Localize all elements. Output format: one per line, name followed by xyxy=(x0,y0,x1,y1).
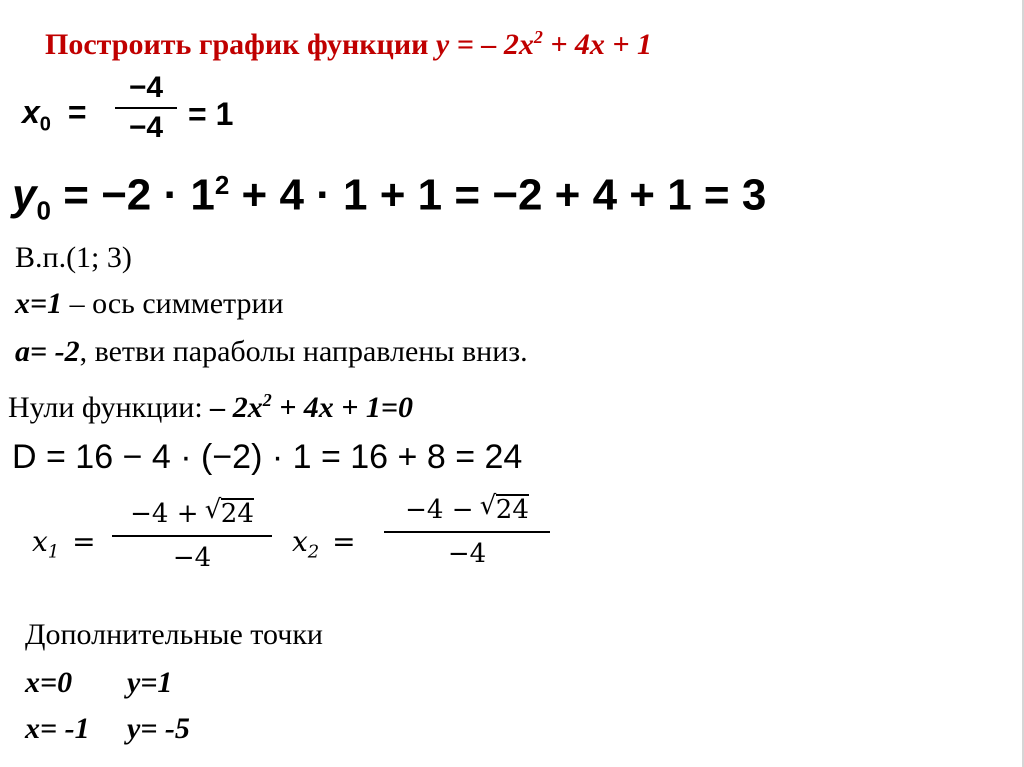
extra-heading: Дополнительные точки xyxy=(25,618,323,651)
x2-lhs xyxy=(292,525,356,563)
zeros-text xyxy=(8,391,413,423)
coef-bold: a= -2 xyxy=(15,335,80,368)
title-formula: y = – 2x xyxy=(435,28,534,61)
zeros-exp: 2 xyxy=(262,390,272,410)
x0-denominator: −4 xyxy=(128,111,164,144)
zeros-label: Нули функции: xyxy=(8,391,211,424)
x1-denominator: −4 xyxy=(172,542,212,573)
x1-sub: 1 xyxy=(47,541,60,563)
extra-row-2-x: x= -1 xyxy=(25,712,90,745)
x2-eq: = xyxy=(332,525,356,558)
x2-radicand: 24 xyxy=(495,495,529,525)
vertex-text: В.п.(1; 3) xyxy=(15,241,132,274)
zeros-formula: – 2x xyxy=(210,391,263,424)
x2-fraction xyxy=(384,494,550,567)
y0-var: y xyxy=(12,170,37,220)
y0-sub: 0 xyxy=(36,195,51,226)
title-prefix: Построить график функции xyxy=(45,28,436,61)
x1-eq: = xyxy=(72,525,96,558)
y0-exp: 2 xyxy=(214,170,230,200)
x0-fraction xyxy=(115,73,177,143)
x2-var: x xyxy=(292,525,308,558)
coef-text xyxy=(15,337,528,367)
x2-denominator: −4 xyxy=(447,538,487,569)
x1-numerator xyxy=(112,498,272,527)
x0-result: = 1 xyxy=(188,96,234,132)
x0-numerator: −4 xyxy=(128,71,164,104)
discriminant: D = 16 − 4 · (−2) · 1 = 16 + 8 = 24 xyxy=(12,438,523,476)
x1-radicand: 24 xyxy=(220,499,254,529)
title-exponent: 2 xyxy=(533,27,543,47)
x2-sub: 2 xyxy=(307,541,320,563)
y0-tail: + 4 · 1 + 1 = −2 + 4 + 1 = 3 xyxy=(229,170,767,220)
x1-fraction xyxy=(112,498,272,571)
x0-sub: 0 xyxy=(39,113,51,136)
title-formula-rest: + 4x + 1 xyxy=(542,28,653,61)
x1-num-text: −4 + xyxy=(130,499,207,529)
axis-desc: – ось симметрии xyxy=(62,287,284,320)
coef-desc: , ветви параболы направлены вниз. xyxy=(79,335,528,368)
x0-var: x xyxy=(22,94,40,130)
slide-title xyxy=(45,28,652,60)
x0-formula xyxy=(22,96,87,134)
x2-numerator xyxy=(384,494,550,523)
x1-var: x xyxy=(32,525,48,558)
extra-row-1-y: y=1 xyxy=(127,666,173,699)
zeros-formula-rest: + 4x + 1=0 xyxy=(271,391,413,424)
x0-eq: = xyxy=(67,94,87,130)
y0-formula xyxy=(12,170,767,226)
axis-bold: x=1 xyxy=(15,287,63,320)
x1-lhs xyxy=(32,525,96,563)
axis-text xyxy=(15,289,284,319)
x2-num-text: −4 − xyxy=(405,495,482,525)
extra-row-2-y: y= -5 xyxy=(127,712,190,745)
extra-row-1-x: x=0 xyxy=(25,666,73,699)
y0-expr: = −2 · 1 xyxy=(63,170,215,220)
